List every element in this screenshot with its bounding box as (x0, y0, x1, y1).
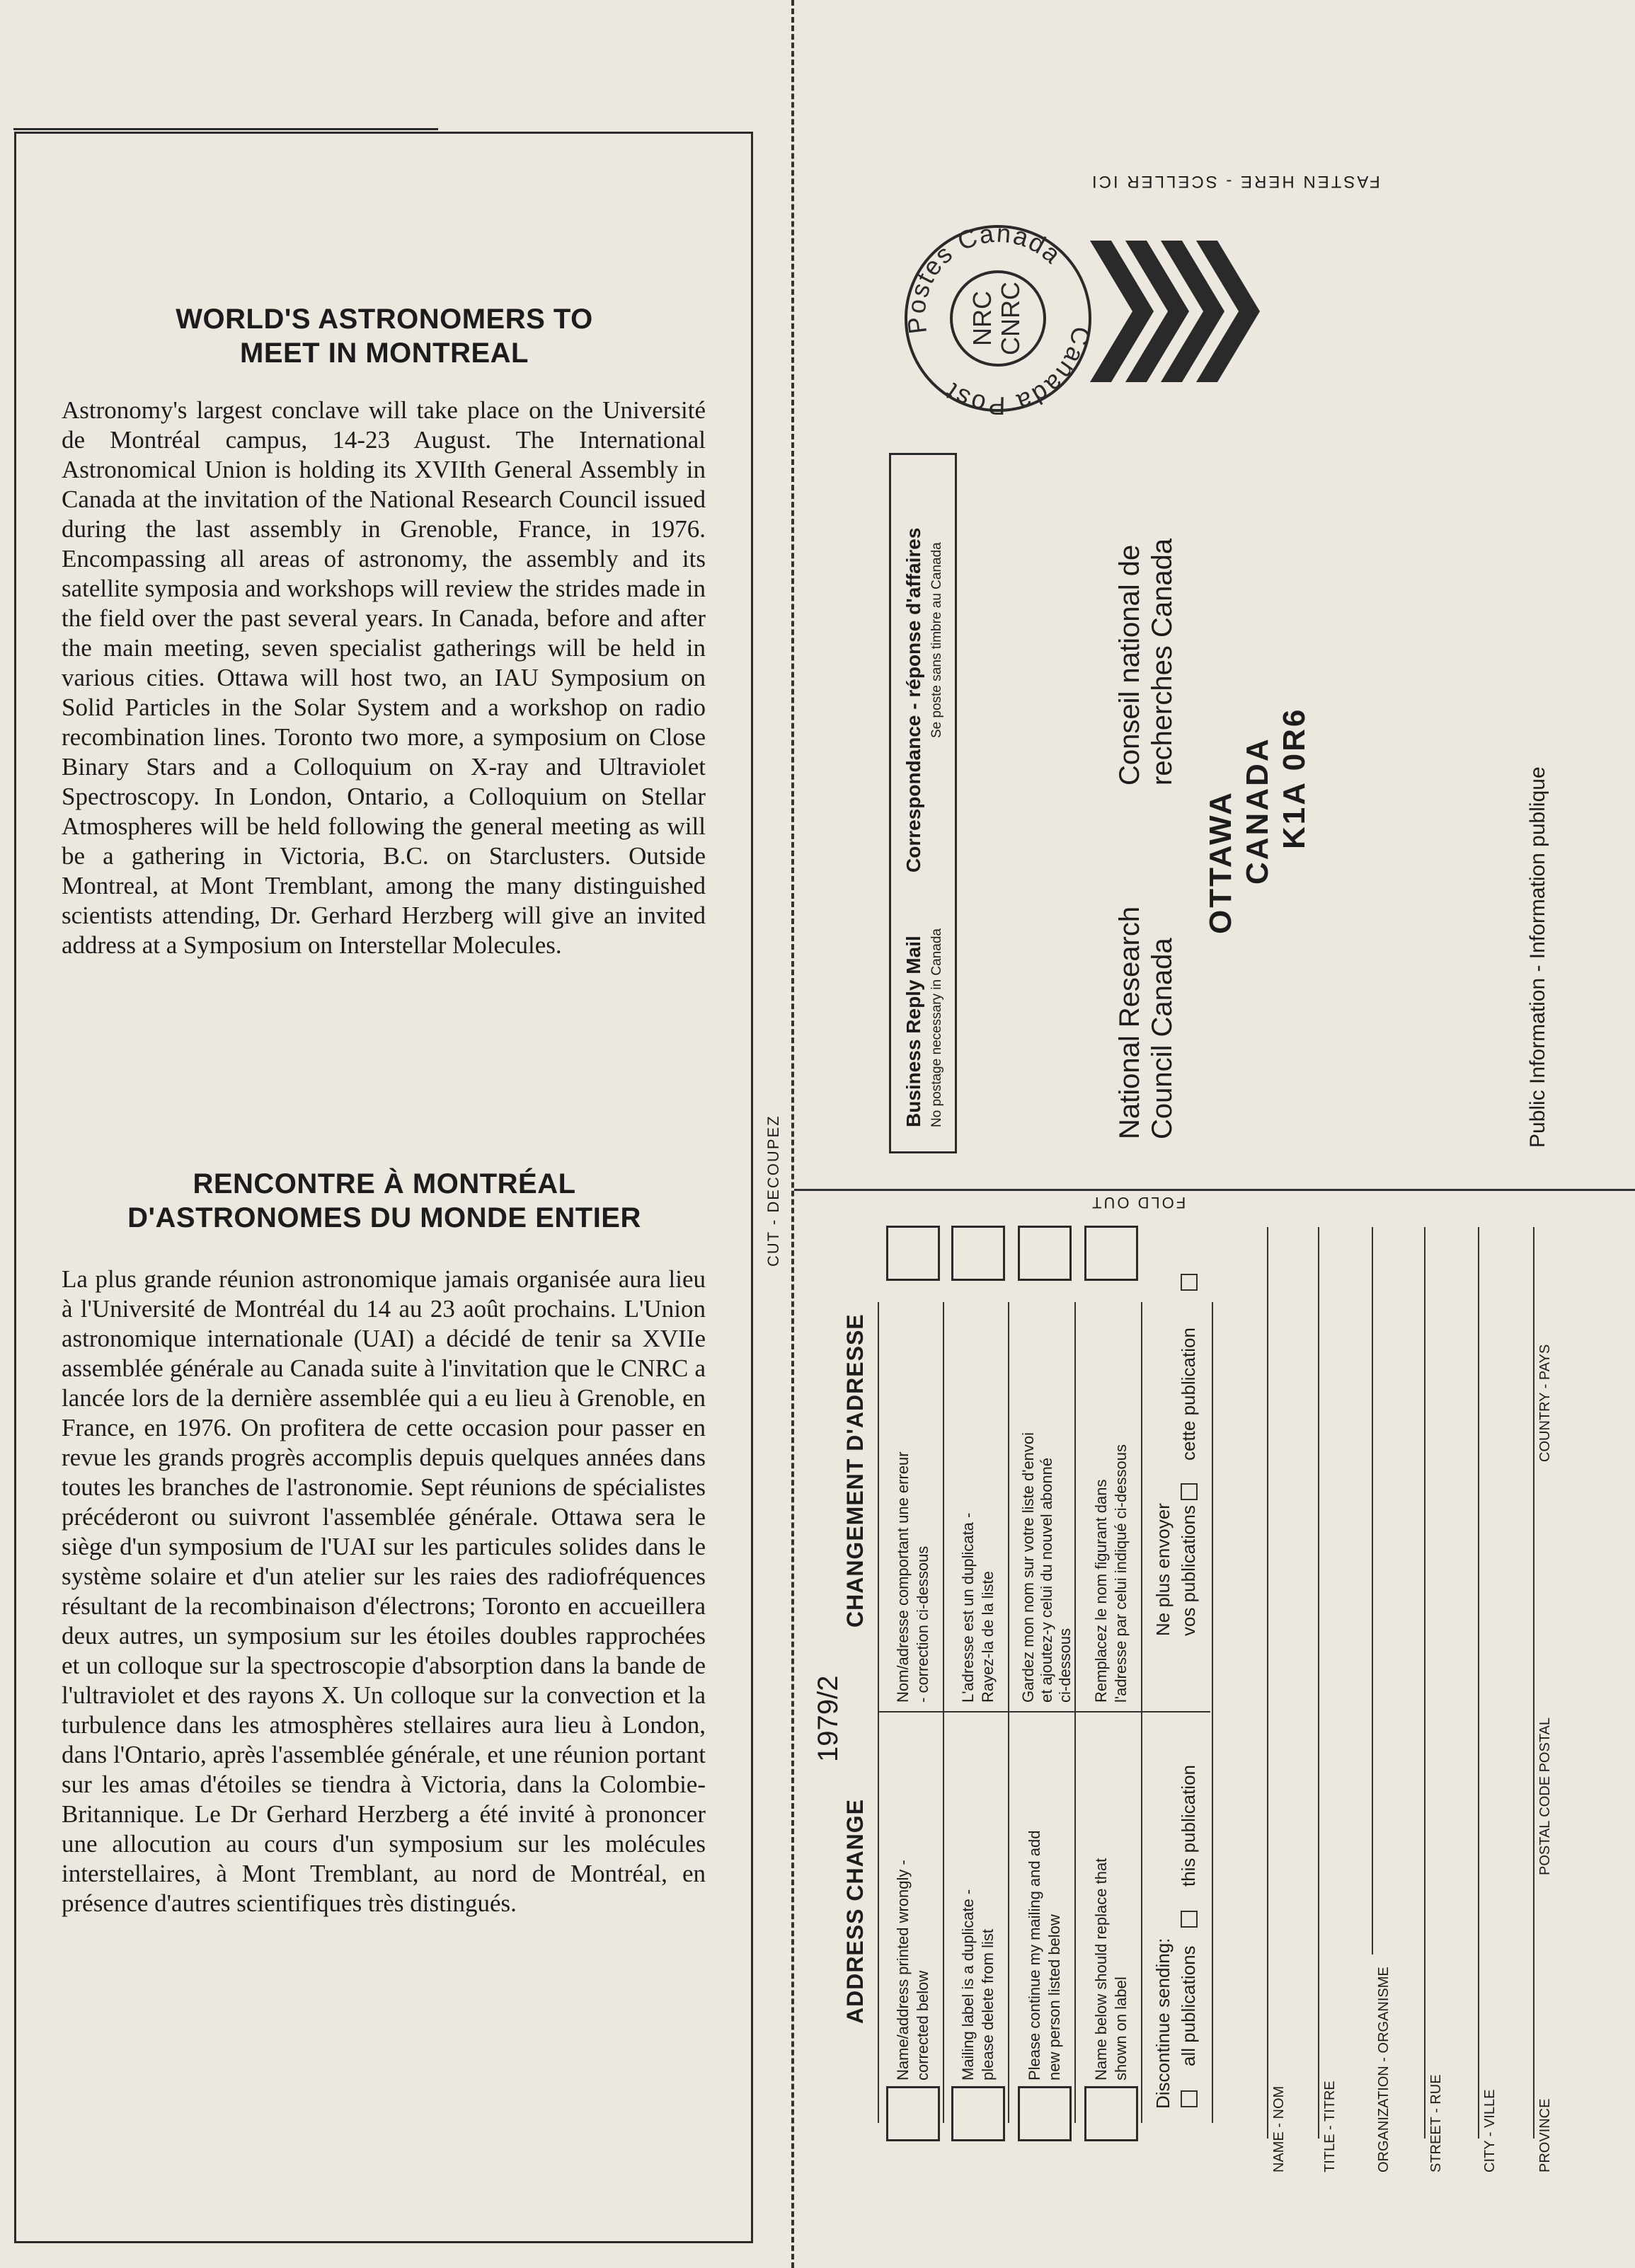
name-field-label: NAME - NOM (1271, 2085, 1287, 2172)
organization-field-label: ORGANIZATION - ORGANISME (1376, 1967, 1392, 2172)
option-4-en-line-2: shown on label (1112, 1976, 1130, 2080)
city-field-line[interactable] (1478, 1227, 1479, 2139)
form-divider-en-fr (878, 1711, 1210, 1712)
reply-note-en: No postage necessary in Canada (929, 928, 944, 1127)
name-field-line[interactable] (1267, 1227, 1268, 2139)
postmark-bottom-text: Canada Post (939, 324, 1096, 418)
form-grid-line (878, 1302, 879, 2123)
option-3-fr-line-3: ci-dessous (1056, 1628, 1074, 1703)
option-3-en-line-2: new person listed below (1045, 1914, 1063, 2080)
option-2-en (958, 1889, 998, 2080)
checkbox-replace-name-fr[interactable] (1084, 1226, 1138, 1281)
country-field-label: COUNTRY - PAYS (1537, 1344, 1553, 1462)
option-1-en-line-2: corrected below (914, 1970, 931, 2080)
option-2-fr-line-2: Rayez-la de la liste (979, 1571, 997, 1703)
option-3-en (1025, 1831, 1065, 2080)
checkbox-name-wrong-en[interactable] (886, 2086, 940, 2141)
checkbox-name-wrong-fr[interactable] (886, 1226, 940, 1281)
addressee-postal-code: K1A 0R6 (1277, 707, 1312, 849)
postmark-cnrc: CNRC (996, 282, 1025, 355)
option-2-fr (958, 1513, 998, 1703)
city-field-label: CITY - VILLE (1482, 2089, 1498, 2172)
reply-note-fr: Se poste sans timbre au Canada (929, 542, 944, 738)
french-headline (45, 1167, 724, 1235)
fold-line (794, 1189, 1635, 1191)
title-field-line[interactable] (1318, 1227, 1319, 2139)
postmark-nrc: NRC (968, 291, 997, 346)
fold-label: FOLD OUT (1090, 1194, 1186, 1211)
addressee-name-fr-1: Conseil national de (1114, 544, 1145, 785)
street-field-line[interactable] (1424, 1227, 1425, 2139)
option-1-en (893, 1860, 933, 2080)
all-publications-label: all publications (1178, 1945, 1199, 2066)
french-headline-line-1: RENCONTRE À MONTRÉAL (193, 1168, 576, 1199)
addressee-name-en-1: National Research (1114, 906, 1145, 1139)
addressee-name-en-2: Council Canada (1147, 938, 1178, 1139)
french-headline-line-2: D'ASTRONOMES DU MONDE ENTIER (127, 1202, 641, 1233)
english-headline (45, 302, 724, 370)
checkbox-duplicate-en[interactable] (951, 2086, 1005, 2141)
option-1-en-line-1: Name/address printed wrongly - (894, 1860, 912, 2080)
article-box (14, 132, 753, 2243)
checkbox-all-publications[interactable] (1181, 2090, 1198, 2107)
discontinue-label-fr: Ne plus envoyer (1152, 1503, 1174, 1636)
cut-line (791, 0, 794, 2268)
postmark-stamp (899, 219, 1097, 418)
chevron-cancellation-icon (1090, 241, 1288, 382)
option-2-en-line-2: please delete from list (979, 1929, 997, 2080)
business-reply-box (889, 453, 957, 1153)
option-1-fr-line-1: Nom/adresse comportant une erreur (894, 1451, 912, 1703)
cette-publication-label: cette publication (1178, 1328, 1199, 1461)
checkbox-vos-publications[interactable] (1181, 1483, 1198, 1500)
form-title-en: ADDRESS CHANGE (842, 1798, 868, 2024)
addressee-city: OTTAWA (1203, 790, 1238, 934)
vos-publications-label: vos publications (1178, 1505, 1199, 1636)
option-1-fr-line-2: - correction ci-dessous (914, 1545, 931, 1703)
reply-title-en: Business Reply Mail (902, 936, 924, 1127)
option-4-fr-line-1: Remplacez le nom figurant dans (1092, 1479, 1110, 1703)
option-3-fr-line-1: Gardez mon nom sur votre liste d'envoi (1019, 1432, 1037, 1703)
checkbox-add-person-en[interactable] (1018, 2086, 1072, 2141)
form-title-fr: CHANGEMENT D'ADRESSE (842, 1313, 868, 1628)
checkbox-this-publication[interactable] (1181, 1911, 1198, 1928)
french-article-body: La plus grande réunion astronomique jamais organisée aura lieu à l'Université de Montréal du 14 au 23 août prochains. L'Union astronomique internationale (UAI) a décidé de tenir sa XVIIe assemblée générale au Canada suite à l'invitation que le CNRC a lancée lors de la dernière assemblée qui a eu lieu à Grenoble, en France, en 1976. On profitera de cette occasion pour passer en revue les grands progrès accomplis depuis quelques années dans toutes les branches de l'astronomie. Sept réunions de spécialistes précéderont ou suivront l'assemblée générale. Ottawa sera le siège d'un symposium de l'UAI sur les particules solides dans le système solaire et d'un atelier sur les raies des radiofréquences résultant de la recombinaison d'électrons; Toronto en accueillera deux autres, un symposium sur les étoiles doubles rapprochées et un colloque sur la spectroscopie d'absorption dans la bande de l'ultraviolet et des rayons X. Un colloque sur la convection et la turbulence dans les atmosphères stellaires aura lieu à London, dans l'Ontario, après l'assemblée générale, et une réunion portant sur les amas d'étoiles se tiendra à Victoria, dans la Colombie-Britannique. Le Dr Gerhard Herzberg a été invité à prononcer une allocution au cours d'un symposium sur les molécules interstellaires, à Mont Tremblant, au nord de Montréal, en présence d'autres scientifiques très distingués. (62, 1265, 706, 1917)
form-grid-line (1074, 1302, 1076, 2123)
discontinue-label-en: Discontinue sending: (1152, 1938, 1174, 2109)
option-4-fr (1091, 1444, 1131, 1703)
form-issue-number: 1979/2 (813, 1675, 844, 1762)
english-headline-line-2: MEET IN MONTREAL (240, 338, 529, 369)
option-3-fr (1019, 1432, 1074, 1703)
province-field-label: PROVINCE (1537, 2098, 1553, 2172)
option-4-fr-line-2: l'adresse par celui indiqué ci-dessous (1112, 1444, 1130, 1703)
fasten-label: FASTEN HERE - SCELLER ICI (1090, 172, 1380, 191)
cut-label: CUT - DECOUPEZ (764, 1115, 782, 1267)
last-row-field-line[interactable] (1533, 1227, 1534, 2139)
reply-title-fr: Correspondance - réponse d'affaires (902, 527, 924, 873)
option-3-en-line-1: Please continue my mailing and add (1026, 1830, 1043, 2080)
form-grid-line (1212, 1302, 1213, 2123)
checkbox-cette-publication[interactable] (1181, 1274, 1198, 1291)
option-3-fr-line-2: et ajoutez-y celui du nouvel abonné (1038, 1457, 1055, 1703)
option-4-en-line-1: Name below should replace that (1092, 1858, 1110, 2080)
option-2-fr-line-1: L'adresse est un duplicata - (959, 1512, 977, 1703)
this-publication-label: this publication (1178, 1765, 1199, 1887)
form-grid-line (1008, 1302, 1009, 2123)
checkbox-duplicate-fr[interactable] (951, 1226, 1005, 1281)
english-article-body: Astronomy's largest conclave will take place on the Université de Montréal campus, 14-23 August. The International Astronomical Union is holding its XVIIth General Assembly in Canada at the invitation of the National Research Council issued during the last assembly in Grenoble, France, in 1976. Encompassing all areas of astronomy, the assembly and its satellite symposia and workshops will review the strides made in the field over the past several years. In Canada, before and after the main meeting, seven specialist gatherings will be held in various cities. Ottawa will host two, an IAU Symposium on Solid Particles in the Solar System and a workshop on radio recombination lines. Toronto two more, a symposium on Close Binary Stars and a Colloquium on X-ray and Ultraviolet Spectroscopy. In London, Ontario, a Colloquium on Stellar Atmospheres will be held following the general meeting as will be a gathering in Victoria, B.C. on Starclusters. Outside Montreal, at Mont Tremblant, among the many distinguished scientists attending, Dr. Gerhard Herzberg will give an invited address at a Symposium on Interstellar Molecules. (62, 396, 706, 959)
addressee-name-fr-2: recherches Canada (1147, 538, 1178, 785)
checkbox-add-person-fr[interactable] (1018, 1226, 1072, 1281)
english-headline-line-1: WORLD'S ASTRONOMERS TO (176, 304, 593, 335)
street-field-label: STREET - RUE (1428, 2074, 1444, 2172)
option-4-en (1091, 1858, 1131, 2080)
postmark-top-text: Postes Canada (901, 219, 1068, 336)
checkbox-replace-name-en[interactable] (1084, 2086, 1138, 2141)
form-grid-line (1141, 1302, 1142, 2123)
postal-code-field-label: POSTAL CODE POSTAL (1537, 1717, 1553, 1875)
form-grid-line (943, 1302, 944, 2123)
option-2-en-line-1: Mailing label is a duplicate - (959, 1889, 977, 2080)
organization-field-line[interactable] (1372, 1227, 1373, 1955)
addressee-department: Public Information - Information publique (1526, 766, 1549, 1148)
title-field-label: TITLE - TITRE (1322, 2080, 1338, 2172)
addressee-country: CANADA (1240, 737, 1275, 885)
option-1-fr (893, 1451, 933, 1703)
